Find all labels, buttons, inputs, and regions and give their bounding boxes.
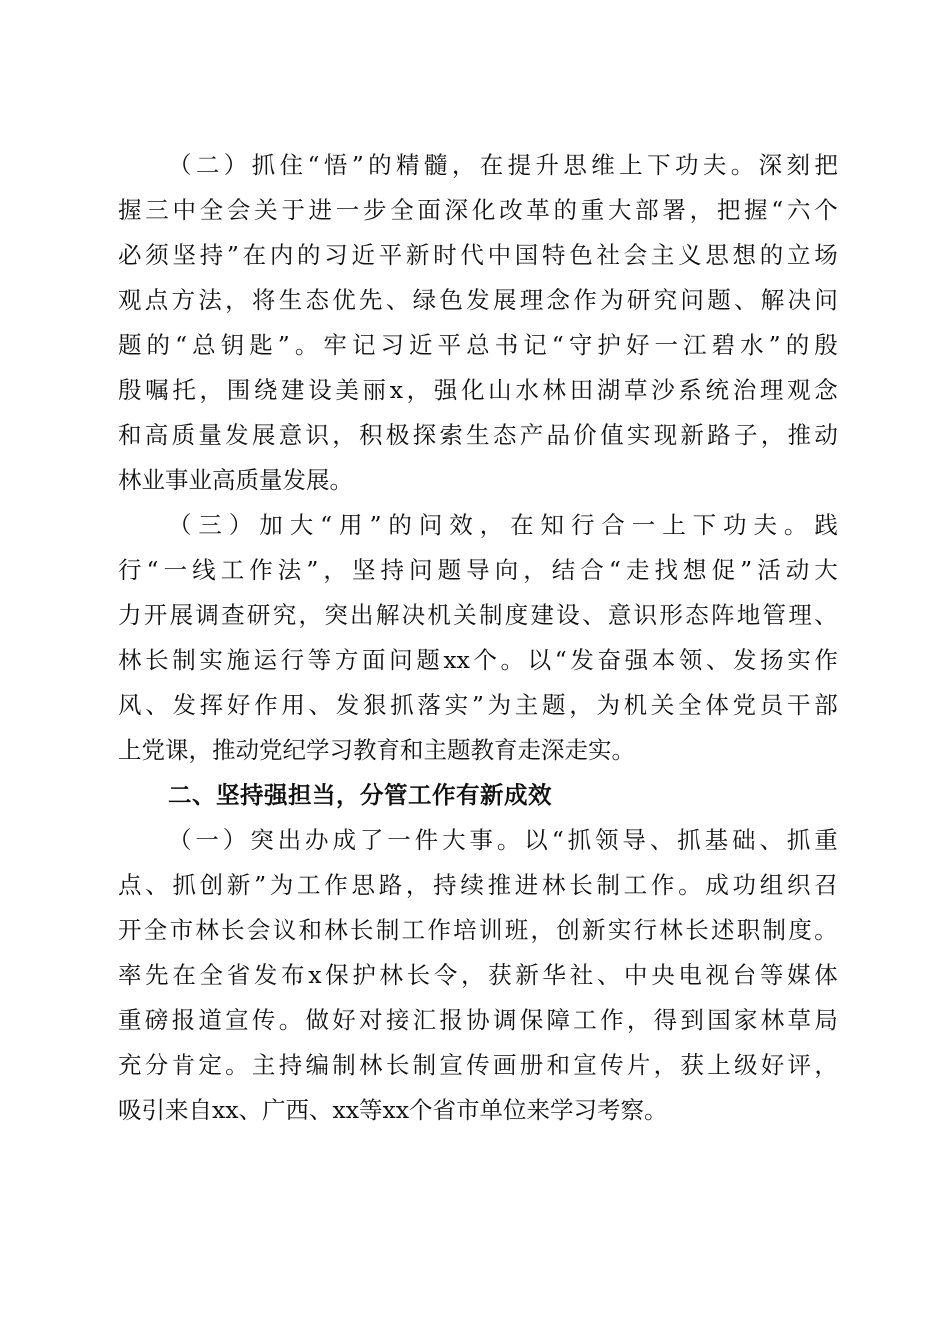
paragraph-3-line-5: 风 、 发 挥 好 作 用 、 发 狠 抓 落 实 ” 为 主 题 ， 为 机 关 全 体 党 员 干 部	[118, 691, 838, 719]
paragraph-3-line-4: 林 长 制 实 施 运 行 等 方 面 问 题 xx 个 。 以 “ 发 奋 强 本 领 、 发 扬 实 作	[118, 646, 838, 674]
paragraph-2-line-1: （ 二 ） 抓 住 “ 悟 ” 的 精 髓 ， 在 提 升 思 维 上 下 功 夫 。 深 刻 把	[168, 151, 838, 179]
paragraph-3-line-6: 上党课，推动党纪学习教育和主题教育走深走实。	[118, 736, 635, 764]
paragraph-2-line-6: 殷 嘱 托 ， 围 绕 建 设 美 丽 x ， 强 化 山 水 林 田 湖 草 沙 系 统 治 理 观 念	[118, 376, 838, 404]
paragraph-3-line-2: 行 “ 一 线 工 作 法 ” ， 坚 持 问 题 导 向 ， 结 合 “ 走 找 想 促 ” 活 动 大	[118, 556, 838, 584]
paragraph-2-line-4: 观 点 方 法 ， 将 生 态 优 先 、 绿 色 发 展 理 念 作 为 研 究 问 题 、 解 决 问	[118, 286, 838, 314]
subsection-1-line-3: 开 全 市 林 长 会 议 和 林 长 制 工 作 培 训 班 ， 创 新 实 行 林 长 述 职 制 度 。	[118, 916, 838, 944]
subsection-1-line-7: 吸引来自xx、广西、xx等xx个省市单位来学习考察。	[118, 1096, 668, 1124]
paragraph-3-line-1: （ 三 ） 加 大 “ 用 ” 的 问 效 ， 在 知 行 合 一 上 下 功 夫 。 践	[168, 511, 838, 539]
paragraph-2-line-7: 和 高 质 量 发 展 意 识 ， 积 极 探 索 生 态 产 品 价 值 实 现 新 路 子 ， 推 动	[118, 421, 838, 449]
subsection-1-line-6: 充 分 肯 定 。 主 持 编 制 林 长 制 宣 传 画 册 和 宣 传 片 ， 获 上 级 好 评 ，	[118, 1051, 838, 1079]
paragraph-3-line-3: 力 开 展 调 查 研 究 ， 突 出 解 决 机 关 制 度 建 设 、 意 识 形 态 阵 地 管 理 、	[118, 601, 838, 629]
paragraph-2-line-2: 握 三 中 全 会 关 于 进 一 步 全 面 深 化 改 革 的 重 大 部 署 ， 把 握 “ 六 个	[118, 196, 838, 224]
subsection-1-line-5: 重 磅 报 道 宣 传 。 做 好 对 接 汇 报 协 调 保 障 工 作 ， 得 到 国 家 林 草 局	[118, 1006, 838, 1034]
paragraph-2-line-5: 题 的 “ 总 钥 匙 ” 。 牢 记 习 近 平 总 书 记 “ 守 护 好 一 江 碧 水 ” 的 殷	[118, 331, 838, 359]
paragraph-2-line-8: 林业事业高质量发展。	[118, 466, 353, 494]
section-heading-2: 二、坚持强担当，分管工作有新成效	[168, 781, 552, 809]
subsection-1-line-2: 点 、 抓 创 新 ” 为 工 作 思 路 ， 持 续 推 进 林 长 制 工 作 。 成 功 组 织 召	[118, 871, 838, 899]
paragraph-2-line-3: 必 须 坚 持 ” 在 内 的 习 近 平 新 时 代 中 国 特 色 社 会 主 义 思 想 的 立 场	[118, 241, 838, 269]
subsection-1-line-1: （ 一 ） 突 出 办 成 了 一 件 大 事 。 以 “ 抓 领 导 、 抓 基 础 、 抓 重	[168, 826, 838, 854]
subsection-1-line-4: 率 先 在 全 省 发 布 x 保 护 林 长 令 ， 获 新 华 社 、 中 央 电 视 台 等 媒 体	[118, 961, 838, 989]
document-body	[118, 143, 838, 1133]
